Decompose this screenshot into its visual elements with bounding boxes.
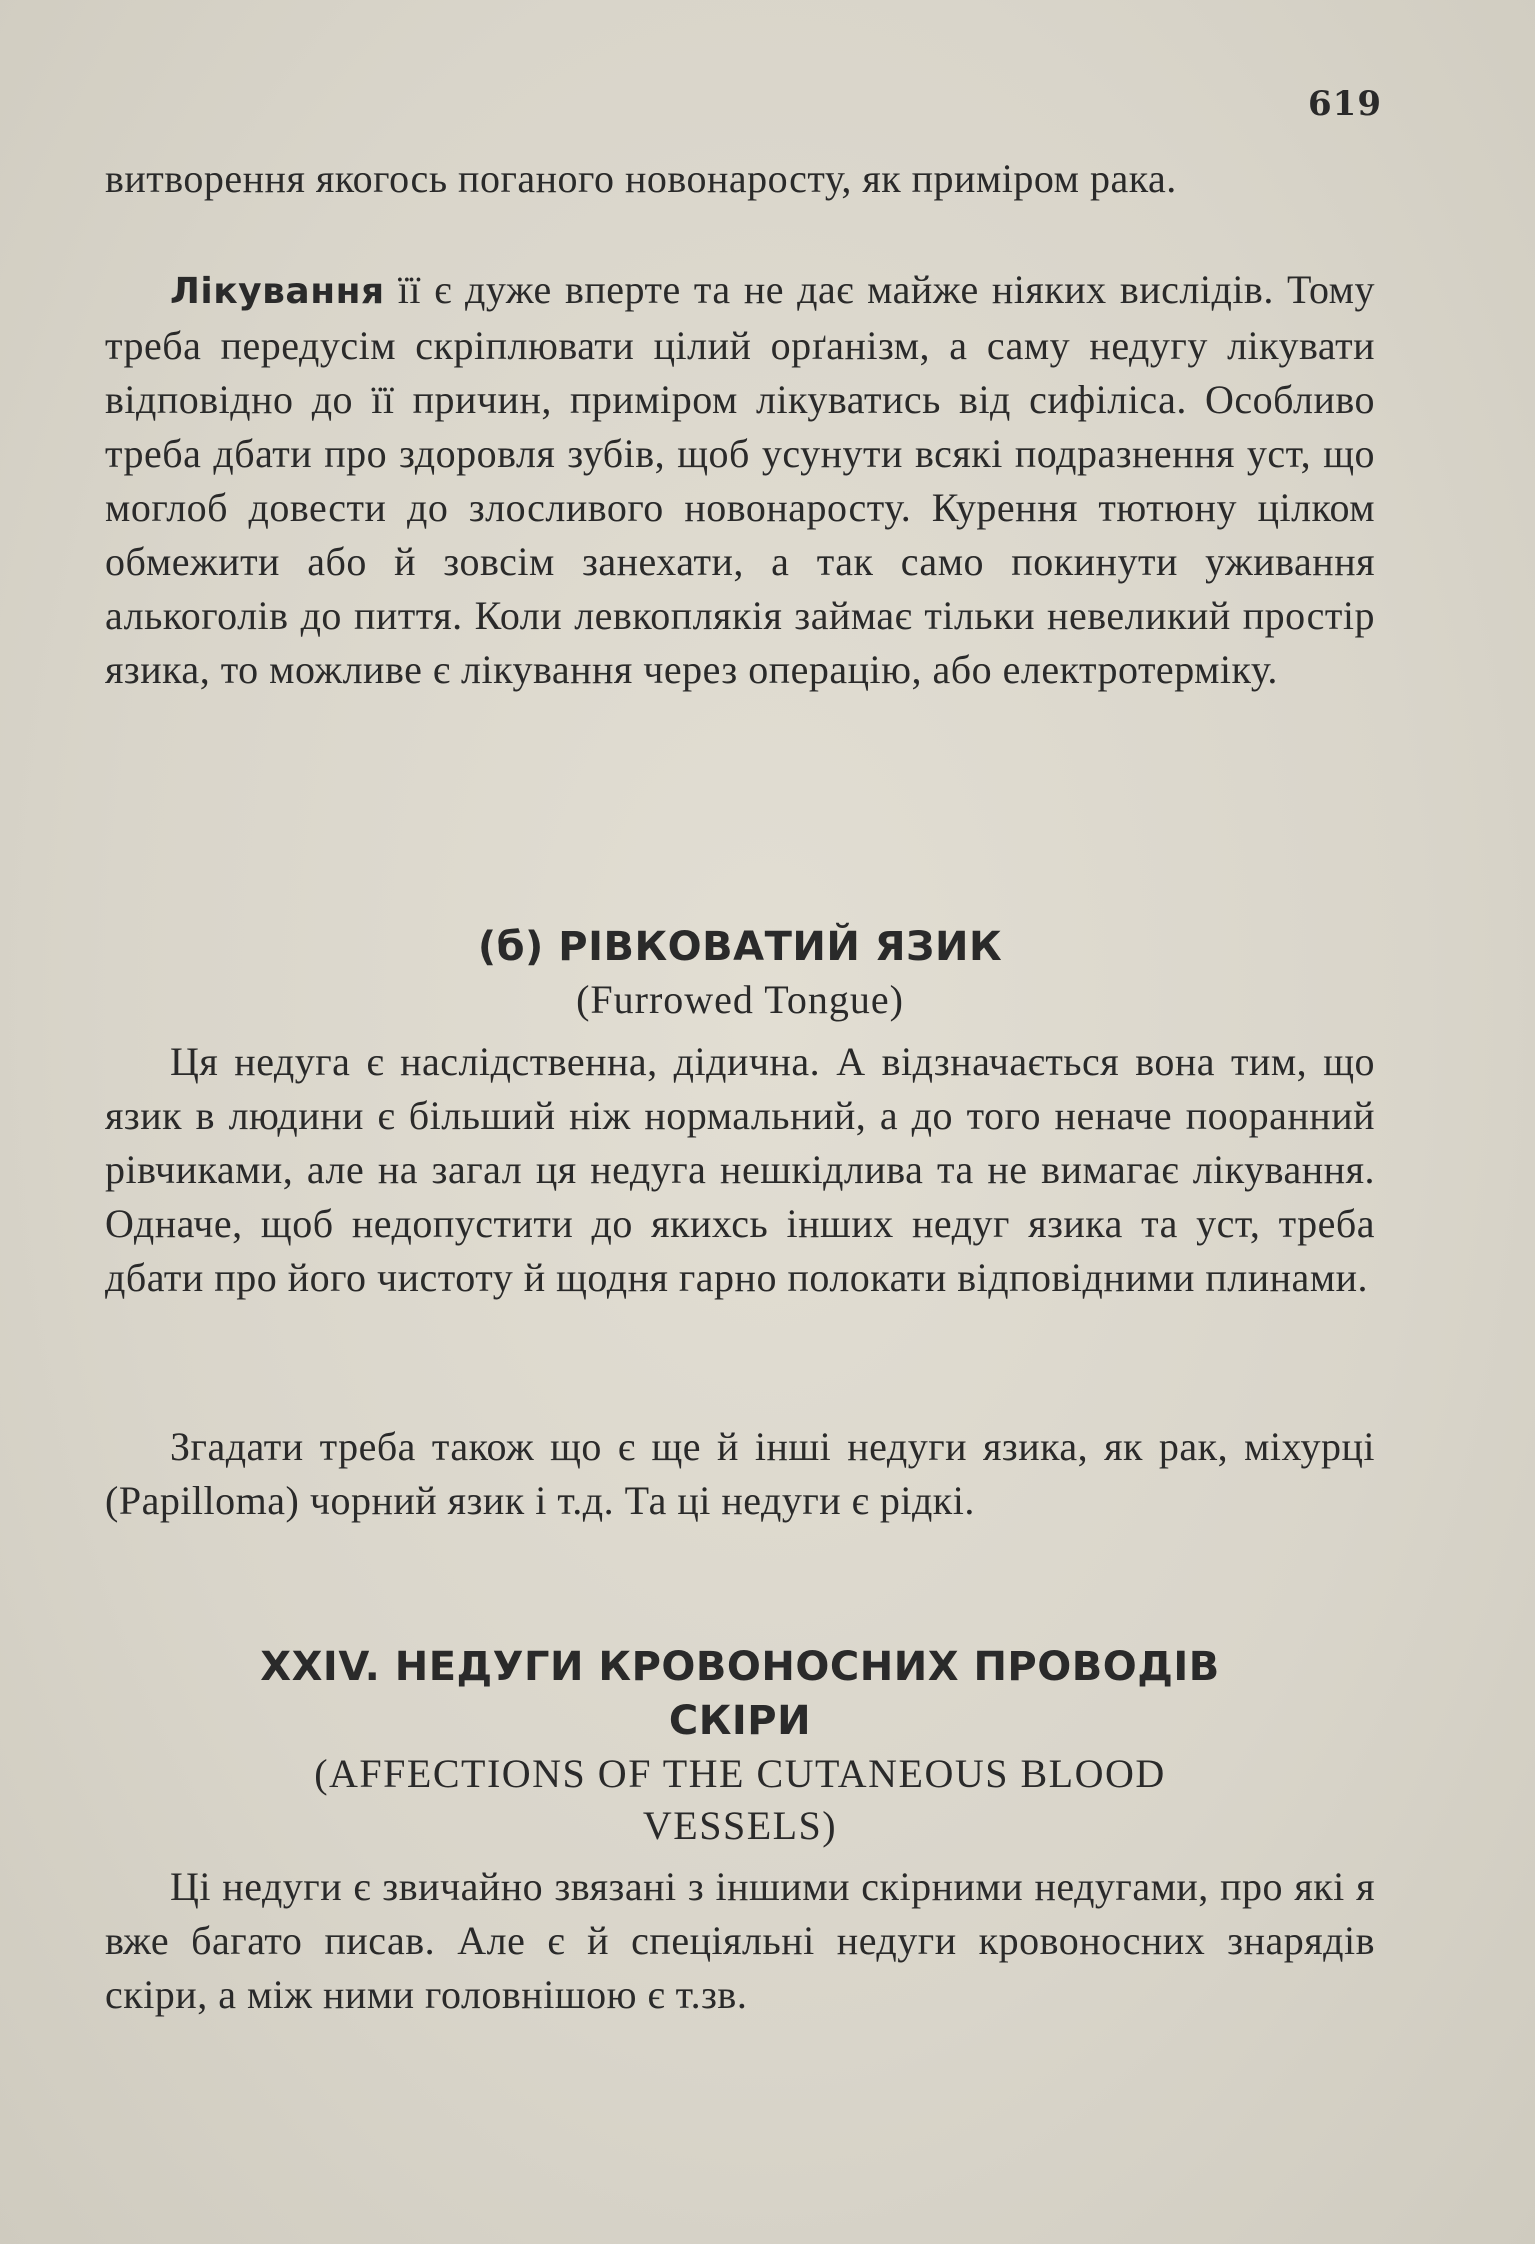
section-b-subtitle: (Furrowed Tongue) [576, 977, 904, 1022]
section-xxiv-title-line-2: СКІРИ [668, 1698, 812, 1744]
treatment-block [105, 263, 1375, 697]
treatment-lead-word: Лікування [170, 271, 385, 312]
section-xxiv-subtitle-line-2: VESSELS) [642, 1803, 838, 1848]
section-xxiv-paragraph-1: Ці недуги є звичайно звязані з іншими скірними недугами, про які я вже багато писав. Але є й спеціяльні недуги кровоносних знарядів скіри, а між ними головнішою є т.зв. [105, 1864, 1375, 2017]
continued-text-block [105, 152, 1375, 206]
section-b-paragraph-1: Ця недуга є наслідственна, дідична. А відзначається вона тим, що язик в людини є більший ніж нормальний, а до того неначе пооранний рівчиками, але на загал ця недуга нешкідлива та не вимагає лікування. Одначе, щоб недопустити до якихсь інших недуг язика та уст, треба дбати про його чистоту й щодня гарно полокати відповідними плинами. [105, 1039, 1375, 1300]
section-b-body [105, 1035, 1375, 1305]
section-b-paragraph-2: Згадати треба також що є ще й інші недуги язика, як рак, міхурці (Papilloma) чорний язик і т.д. Та ці недуги є рідкі. [105, 1424, 1375, 1523]
section-xxiv-title-line-1: XXIV. НЕДУГИ КРОВОНОСНИХ ПРОВОДІВ [260, 1644, 1220, 1690]
treatment-text: її є дуже вперте та не дає майже ніяких вислідів. Тому треба передусім скріплювати цілий орґанізм, а саму недугу лікувати відповідно до її причин, приміром лікуватись від сифіліса. Особливо треба дбати про здоровля зубів, щоб усунути всякі подразнення уст, що моглоб довести до злосливого новонаросту. Курення тютюну цілком обмежити або й зовсім занехати, а так само покинути уживання алькоголів до пиття. Коли левкоплякія займає тільки невеликий простір язика, то можливе є лікування через операцію, або електротерміку. [105, 267, 1375, 692]
section-b-title: (б) РІВКОВАТИЙ ЯЗИК [477, 924, 1003, 970]
page-number: 619 [1308, 84, 1382, 124]
section-b-body-2 [105, 1420, 1375, 1528]
paragraph-treatment [105, 263, 1375, 697]
section-xxiv-body [105, 1860, 1375, 2022]
section-xxiv-subtitle-line-1: (AFFECTIONS OF THE CUTANEOUS BLOOD [314, 1751, 1166, 1796]
paragraph-continuation: витворення якогось поганого новонаросту, як приміром рака. [105, 156, 1177, 201]
section-b [105, 920, 1375, 1026]
section-xxiv [105, 1640, 1375, 1852]
